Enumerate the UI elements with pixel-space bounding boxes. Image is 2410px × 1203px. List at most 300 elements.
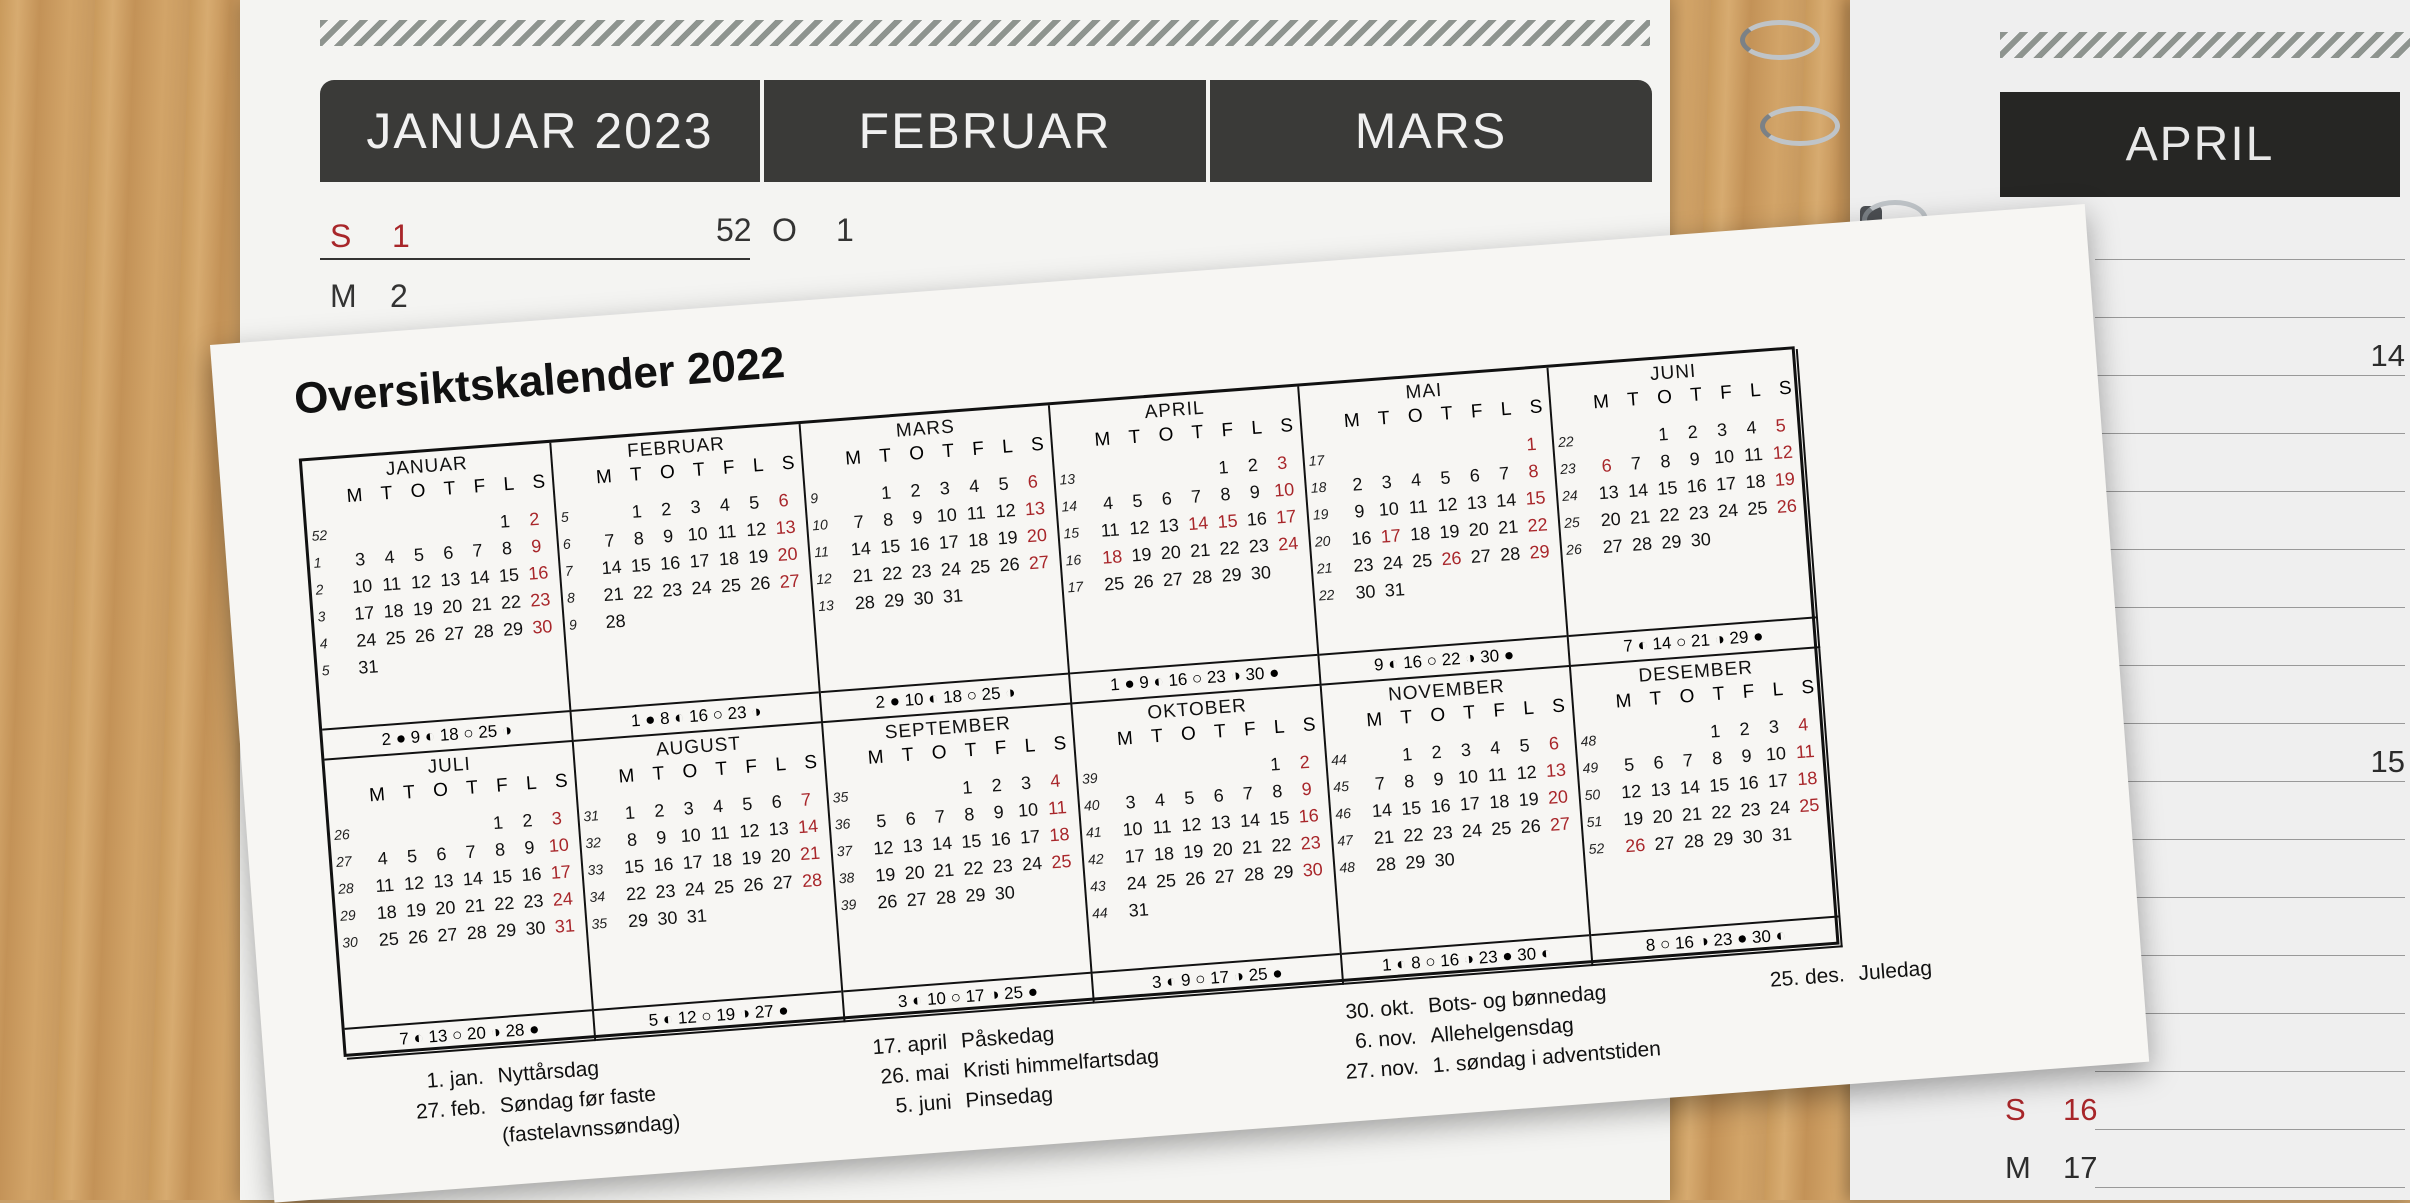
empty-cell [1618,422,1649,451]
day-cell: 13 [1597,481,1620,504]
week-number: 52 [311,526,328,544]
day-cell: 13 [767,817,790,840]
month-name: DESEMBER [1637,657,1754,687]
weekday-label: O [432,779,450,802]
day-cell: 18 [382,600,405,622]
day-cell: 17 [1019,826,1041,848]
day-cell: 19 [996,527,1019,549]
day-cell: 27 [1602,535,1624,558]
month-name: MAI [1404,379,1444,404]
weekday-label: F [971,438,986,461]
empty-cell [372,516,403,545]
day-cell: 19 [1438,520,1461,543]
weekday-label: L [1522,697,1536,720]
weekday-label: T [629,463,644,486]
day-cell: 17 [1275,506,1297,528]
month-block [302,443,574,761]
holiday-name: Påskedag [960,1022,1056,1053]
weekday-label: M [867,746,886,769]
day-cell: 4 [1745,417,1758,439]
empty-cell [1340,443,1371,472]
week-number: 10 [811,516,829,534]
empty-cell [1457,435,1488,464]
day-cell: 30 [531,616,554,638]
week-number: 48 [1338,858,1356,876]
day-cell: 25 [713,876,735,898]
month-name: FEBRUAR [626,433,726,462]
day-cell: 13 [1466,491,1488,514]
day-cell: 1 [492,812,504,834]
day-grid [1589,411,1805,561]
weekday-label: O [1157,423,1176,447]
week-number: 17 [1308,451,1325,469]
day-cell: 12 [745,518,767,541]
day-cell: 24 [1382,552,1404,574]
day-cell: 18 [1048,823,1071,846]
year-calendar-grid [299,346,1840,1057]
day-cell: 23 [529,589,552,611]
week-number: 13 [817,596,835,615]
week-number: 4 [319,635,329,652]
day-cell: 13 [439,568,461,591]
day-cell: 16 [520,863,543,886]
weekday-label: L [1023,735,1038,758]
day-cell: 3 [689,496,702,518]
day-cell: 13 [1545,759,1567,782]
week-number: 22 [1557,433,1575,451]
day-cell: 27 [1162,568,1184,591]
day-cell: 5 [875,810,888,832]
empty-cell [394,815,425,844]
weekday-label: M [1343,409,1362,433]
weekday-label: T [1127,426,1143,449]
decorative-stripes [320,20,1650,46]
week-number: 23 [1559,459,1577,478]
empty-cell [1670,719,1701,748]
week-number: 2 [315,581,325,598]
holiday-date: 5. juni [894,1090,953,1118]
weekday-label: L [1250,417,1264,440]
weekday-label: S [781,452,797,475]
day-cell: 3 [1380,471,1393,493]
day-cell: 1 [880,482,892,504]
day-cell: 5 [1518,735,1531,756]
weekday-label: M [617,765,637,788]
day-cell: 6 [1548,733,1560,754]
day-cell: 30 [1301,859,1324,881]
week-number: 5 [560,508,570,526]
day-cell: 3 [939,477,951,499]
day-cell: 25 [720,574,742,597]
day-cell: 28 [472,620,495,643]
day-cell: 19 [1622,807,1644,830]
day-cell: 14 [1627,479,1649,502]
day-cell: 12 [1772,441,1794,464]
day-cell: 18 [718,547,740,570]
day-cell: 23 [1299,832,1322,854]
day-cell: 10 [936,504,958,526]
day-cell: 21 [1497,516,1519,538]
month-block [823,704,1095,1022]
week-number: 30 [341,933,359,951]
week-number: 13 [1058,470,1076,488]
decorative-stripes [2000,32,2410,58]
empty-cell [592,500,623,529]
weekday-label: T [465,777,480,800]
day-cell: 8 [1219,483,1232,505]
day-cell: 5 [1439,467,1452,489]
day-cell: 30 [1250,562,1272,584]
holiday-date: 27. nov. [1344,1055,1420,1084]
weekday-label: F [472,475,488,498]
day-cell: 17 [688,550,711,572]
day-cell: 1 [631,501,643,522]
weekday-label: T [1712,683,1727,706]
day-cell: 13 [901,835,924,857]
day-cell: 25 [384,627,407,649]
week-number: 39 [1081,769,1099,787]
day-cell: 18 [967,529,989,551]
weekday-label: L [1749,379,1763,402]
week-number: 50 [1584,786,1601,804]
day-cell: 7 [1242,783,1254,804]
day-cell: 22 [1402,824,1425,846]
day-cell: 10 [686,523,709,545]
moon-phases: 1 ◐ 8 ○ 16 ◑ 23 ● 30 ◐ [1342,934,1592,983]
month-block [801,405,1073,723]
day-cell: 10 [679,824,702,847]
day-cell: 24 [940,558,962,580]
day-cell: 3 [1716,419,1728,441]
writing-line [2095,1071,2405,1072]
day-cell: 9 [911,507,924,528]
day-cell: 18 [1488,790,1511,813]
day-cell: 27 [778,570,801,592]
day-cell: 28 [935,886,957,909]
day-cell: 22 [625,882,647,905]
day-grid [1612,711,1828,861]
holiday-name: Bots- og bønnedag [1427,981,1608,1018]
writing-line [2095,375,2405,376]
weekday-label: L [1273,716,1287,739]
day-cell: 13 [1158,514,1180,537]
day-cell: 8 [963,804,976,825]
day-cell: 20 [1211,838,1234,861]
weekday-label: F [994,737,1009,760]
day-cell: 29 [627,909,649,932]
day-cell: 11 [1795,740,1816,763]
day-cell: 8 [626,829,638,851]
empty-cell [1230,752,1261,781]
day-cell: 12 [403,872,425,894]
weekday-label: T [901,744,916,767]
day-cell: 15 [1268,807,1291,829]
day-cell: 21 [1241,836,1263,859]
day-cell: 18 [711,849,733,871]
day-cell: 26 [1184,867,1207,890]
day-cell: 21 [799,842,821,865]
empty-cell [453,811,484,840]
day-cell: 26 [876,891,899,913]
day-cell: 21 [1373,826,1395,849]
weekday-label: M [844,447,863,470]
empty-cell [1369,441,1400,470]
day-cell: 7 [853,511,865,533]
month-name: JUNI [1649,360,1698,386]
week-number: 16 [1064,551,1082,569]
day-letter: S [2005,1092,2026,1127]
day-cell: 12 [1180,814,1203,836]
day-cell: 9 [992,801,1005,823]
day-cell: 21 [464,895,486,917]
week-number: 35 [832,788,849,806]
empty-cell [1589,425,1620,454]
day-cell: 1 [1525,433,1538,455]
day-cell: 3 [354,548,366,570]
writing-line [2095,549,2405,550]
day-cell: 22 [1526,514,1549,536]
day-cell: 8 [1527,460,1540,482]
day-cell: 21 [470,593,493,616]
empty-cell [431,512,462,541]
day-cell: 13 [432,870,455,892]
writing-line [2095,607,2405,608]
day-grid [592,486,808,636]
month-name: APRIL [1143,397,1206,424]
weekday-label: O [1678,685,1697,708]
weekday-label: F [1741,681,1757,704]
day-cell: 27 [1549,813,1571,835]
day-cell: 6 [904,808,917,830]
week-number: 28 [337,879,355,897]
day-cell: 13 [1649,778,1672,801]
day-cell: 9 [1432,768,1445,790]
day-cell: 27 [772,871,794,894]
day-cell: 16 [1685,475,1708,497]
holiday-name: (fastelavnssøndag) [501,1110,682,1148]
day-cell: 17 [1123,845,1146,867]
day-cell: 5 [1774,415,1787,436]
week-number: 15 [2370,744,2405,779]
day-cell: 26 [414,624,436,647]
day-cell: 20 [441,595,464,618]
spiral-ring [1740,20,1820,60]
day-cell: 26 [742,874,765,896]
day-cell: 16 [1297,805,1320,827]
weekday-label: O [1656,386,1674,409]
card-title: Oversiktskalender 2022 [292,338,787,424]
april-day-row [2005,1092,2405,1136]
day-grid [614,786,830,936]
week-number: 25 [1563,513,1581,531]
holiday-date: 1. jan. [425,1065,485,1093]
writing-line [2095,433,2405,434]
day-cell: 2 [521,810,534,831]
day-cell: 25 [1411,549,1433,572]
day-cell: 3 [1276,452,1288,474]
month-block [324,742,596,1060]
day-cell: 14 [931,832,953,855]
moon-phases: 3 ◐ 10 ○ 17 ◑ 25 ● [843,972,1093,1021]
day-cell: 29 [1272,861,1295,883]
week-number: 15 [1062,524,1080,542]
day-cell: 24 [1461,820,1483,842]
week-number: 8 [566,589,576,606]
day-cell: 9 [1353,500,1366,522]
day-cell: 2 [1738,718,1751,740]
holiday-date [411,1123,495,1157]
week-number: 17 [1066,578,1084,596]
day-cell: 20 [1026,524,1048,547]
day-cell: 20 [770,844,792,867]
day-cell: 13 [774,516,797,539]
weekday-label: M [595,466,614,489]
day-cell: 26 [1776,495,1798,517]
weekday-label: T [1440,402,1455,425]
day-cell: 11 [716,521,737,543]
writing-line [2095,955,2405,956]
day-cell: 10 [351,575,373,597]
day-cell: 27 [1653,832,1676,855]
day-cell: 28 [854,591,876,614]
moon-phases: 9 ◐ 16 ○ 22 ◑ 30 ● [1319,635,1569,684]
day-cell: 6 [1027,471,1039,493]
week-number: 19 [1312,505,1329,523]
day-cell: 24 [1277,532,1299,555]
day-cell: 5 [1183,787,1196,809]
day-cell: 16 [989,828,1012,850]
day-cell: 21 [1681,803,1703,825]
month-block [1322,667,1594,985]
week-number: 18 [1310,478,1327,496]
day-cell: 1 [1709,720,1721,742]
day-cell: 27 [1213,865,1236,888]
day-cell: 1 [1269,753,1282,775]
weekday-label: F [1492,699,1507,722]
week-number: 34 [588,887,606,906]
day-cell: 24 [1021,853,1043,875]
day-cell: 23 [654,880,677,903]
weekday-label: L [1771,678,1785,701]
holiday-name: Pinsedag [964,1082,1054,1113]
day-cell: 25 [1798,794,1821,817]
holiday-row [1763,954,1939,995]
week-number: 20 [1314,532,1331,550]
day-cell: 4 [1154,789,1166,811]
day-cell: 6 [1161,488,1173,510]
day-cell: 3 [1124,791,1137,813]
day-cell: 7 [1190,486,1202,507]
week-number: 14 [1060,497,1078,515]
day-cell: 15 [879,535,901,558]
day-grid [1090,449,1306,599]
day-cell: 23 [1352,554,1375,576]
weekday-label: T [692,459,707,482]
day-cell: 8 [1403,770,1415,792]
moon-phases: 1 ● 8 ◐ 16 ○ 23 ◑ [571,691,821,740]
day-cell: 3 [682,798,695,819]
day-cell: 2 [660,498,672,520]
day-cell: 19 [405,899,427,921]
day-cell: 20 [1599,508,1622,531]
holiday-name: Juledag [1857,956,1933,986]
day-cell: 4 [712,795,724,817]
weekday-label: L [1001,436,1015,458]
day-cell: 10 [1273,479,1295,501]
day-cell: 10 [1765,743,1787,765]
empty-cell [1090,462,1121,491]
day-cell: 4 [1410,469,1422,491]
day-cell: 25 [1103,573,1125,595]
month-block [1299,368,1571,686]
day-cell: 22 [881,562,903,585]
day-cell: 2 [653,800,666,821]
day-cell: 31 [942,585,964,607]
weekday-label: T [1462,702,1477,725]
weekday-label: O [681,760,700,783]
day-cell: 5 [1131,490,1144,512]
day-cell: 16 [659,552,681,574]
weekday-label: F [722,456,737,479]
day-cell: 25 [1746,497,1769,520]
day-cell: 23 [910,560,933,583]
empty-cell [864,780,895,809]
moon-phases: 7 ◐ 13 ○ 20 ◑ 28 ● [345,1009,595,1058]
month-name: NOVEMBER [1387,675,1506,706]
weekday-label: O [1407,405,1425,428]
day-cell: 30 [1354,581,1377,603]
weekday-label: T [402,781,417,804]
day-cell: 19 [412,598,434,620]
weekday-label: O [1429,704,1447,727]
weekday-label: M [1365,709,1385,732]
day-cell: 22 [1270,834,1293,856]
week-number: 45 [1332,777,1350,795]
day-cell: 27 [1028,551,1050,574]
day-grid [1340,430,1558,607]
day-cell: 26 [1519,815,1542,838]
day-cell: 28 [466,921,488,944]
day-cell: 12 [410,571,432,593]
day-cell: 26 [1440,547,1463,570]
empty-cell [1113,761,1144,790]
day-cell: 23 [1431,822,1454,844]
day-cell: 21 [852,564,874,587]
day-cell: 21 [1629,506,1651,528]
day-cell: 30 [1433,849,1456,871]
week-number: 33 [586,861,604,879]
month-header-feb: FEBRUAR [764,80,1206,182]
planner-day-number: 1 [836,212,854,248]
day-cell: 11 [1100,519,1121,541]
empty-cell [1428,437,1459,466]
day-cell: 27 [443,622,466,645]
month-name: MARS [895,416,956,442]
day-cell: 1 [961,777,974,798]
day-cell: 18 [1153,843,1175,865]
day-cell: 4 [376,848,389,869]
weekday-label: L [1500,398,1514,421]
day-cell: 30 [656,907,679,930]
day-cell: 25 [1490,817,1513,840]
day-cell: 23 [522,890,545,913]
day-cell: 11 [966,502,987,524]
day-cell: 29 [1528,541,1551,563]
week-number: 44 [1091,904,1109,922]
week-number: 32 [584,834,602,852]
weekday-label: S [1030,433,1046,456]
month-header-mar: MARS [1210,80,1652,182]
